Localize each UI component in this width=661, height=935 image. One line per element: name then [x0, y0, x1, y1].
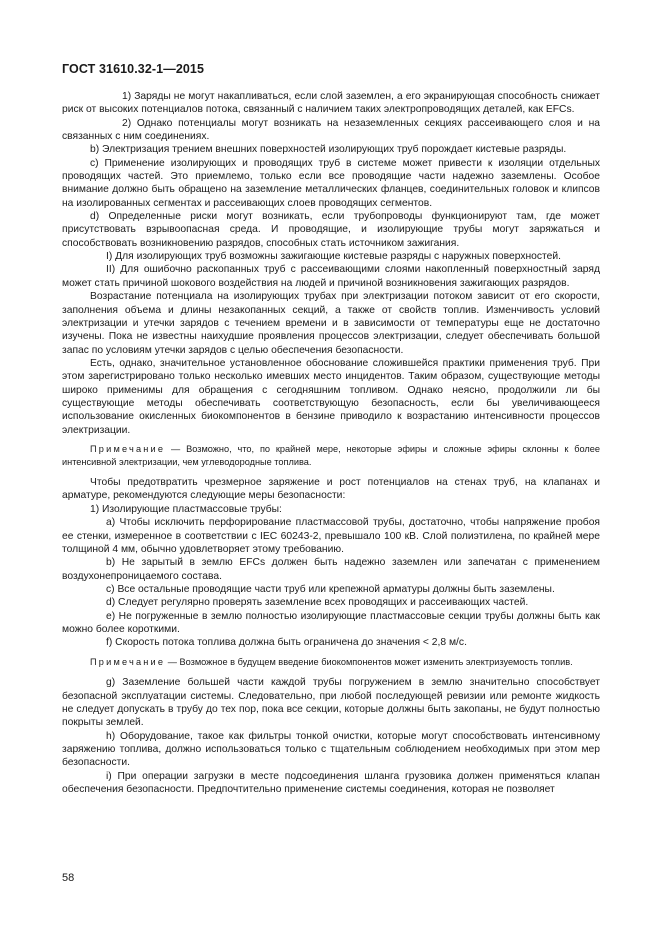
- paragraph: b) Не зарытый в землю EFCs должен быть надежно заземлен или запечатан с применением воздухонепроницаемого состава.: [62, 557, 600, 582]
- paragraph: Возрастание потенциала на изолирующих трубах при электризации потоком зависит от его скорости, заполнения объема и длины незакопанных секций, а также от свойств топлив. Изменчивость условий электризации и утечки зарядов с течением времени и в зависимости от температуры еще не достаточно изучены. Пока не известны наихудшие проявления процессов электризации, следует обеспечивать большой запас по условиям утечки зарядов с целью обеспечения безопасности.: [62, 291, 600, 356]
- note-text: — Возможное в будущем введение биокомпонентов может изменить электризуемость топлив.: [165, 656, 573, 667]
- page-body: [62, 90, 600, 796]
- document-header: ГОСТ 31610.32-1—2015: [62, 62, 205, 76]
- paragraph: e) Не погруженные в землю полностью изолирующие пластмассовые секции трубы должны быть как можно более короткими.: [62, 610, 600, 635]
- paragraph: d) Определенные риски могут возникать, если трубопроводы функционируют там, где может присутствовать взрывоопасная среда. И проводящие, и изолирующие трубы могут заряжаться и способствовать возникновению разрядов, способных стать источником зажигания.: [62, 211, 600, 249]
- page-number: 58: [62, 872, 75, 884]
- note-label: Примечание: [90, 443, 166, 454]
- paragraph: f) Скорость потока топлива должна быть ограничена до значения < 2,8 м/с.: [106, 637, 467, 649]
- note-text: — Возможно, что, по крайней мере, некоторые эфиры и сложные эфиры склонны к более интенсивной электризации, чем углеводородные топлива.: [62, 443, 600, 467]
- note-label: Примечание: [90, 656, 166, 667]
- paragraph: h) Оборудование, такое как фильтры тонкой очистки, которые могут способствовать интенсивному заряжению топлива, должно использоваться только с тщательным соблюдением необходимых при этом мер безопасности.: [62, 730, 600, 769]
- paragraph: 2) Однако потенциалы могут возникать на незаземленных секциях рассеивающего слоя и на связанных с ним соединениях.: [62, 117, 600, 143]
- paragraph: c) Применение изолирующих и проводящих труб в системе может привести к изоляции отдельных проводящих частей. Это приемлемо, только если все проводящие части надежно заземлены. Особое внимание должно быть обращено на заземление металлических фланцев, соединительных головок и клипсов на изолированных сегментах и рассеивающих слоев проводящих сегментов.: [62, 157, 600, 209]
- paragraph: II) Для ошибочно раскопанных труб с рассеивающими слоями накопленный поверхностный заряд может стать причиной шокового воздействия на людей и причиной возникновения зажигающих разрядов.: [62, 264, 600, 289]
- paragraph: Есть, однако, значительное установленное обоснование сложившейся практики применения труб. При этом зарегистрировано только несколько имевших место инцидентов. Таким образом, существующие методы широко применимы для обращения с сегодняшним топливом. Однако неясно, продолжили ли бы существующие методы обеспечивать соответствующую безопасность, если бы увеличивающееся использование окисленных биокомпонентов в бензине приводило к возрастанию интенсивности процессов электризации.: [62, 357, 600, 436]
- paragraph: I) Для изолирующих труб возможны зажигающие кистевые разряды с наружных поверхностей.: [106, 251, 561, 263]
- paragraph: g) Заземление большей части каждой трубы погружением в землю значительно способствует безопасной эксплуатации системы. Следовательно, при любой последующей ревизии или ремонте жидкость не следует допускать в трубу до тех пор, пока все секции, которые должны быть закопаны, не будут полностью покрыты землей.: [62, 677, 600, 729]
- paragraph: b) Электризация трением внешних поверхностей изолирующих труб порождает кистевые разряды.: [90, 144, 567, 156]
- paragraph: c) Все остальные проводящие части труб или крепежной арматуры должны быть заземлены.: [106, 583, 555, 595]
- paragraph: i) При операции загрузки в месте подсоединения шланга грузовика должен применяться клапан обеспечения безопасности. Предпочтительно применение системы соединения, которая не позволяет: [62, 770, 600, 795]
- paragraph: a) Чтобы исключить перфорирование пластмассовой трубы, достаточно, чтобы напряжение пробоя ее стенки, измеренное в соответствии с IEC 60243-2, превышало 100 кВ. Слой полиэтилена, по крайней мере толщиной 4 мм, обычно удовлетворяет этому требованию.: [62, 517, 600, 555]
- note: [62, 656, 600, 669]
- paragraph: 1) Заряды не могут накапливаться, если слой заземлен, а его экранирующая способность снижает риск от высоких потенциалов потока, связанный с наличием таких электропроводящих деталей, как EFCs.: [62, 91, 600, 116]
- paragraph: Чтобы предотвратить чрезмерное заряжение и рост потенциалов на стенах труб, на клапанах и арматуре, рекомендуются следующие меры безопасности:: [62, 477, 600, 502]
- paragraph: d) Следует регулярно проверять заземление всех проводящих и рассеивающих частей.: [106, 597, 529, 609]
- paragraph: 1) Изолирующие пластмассовые трубы:: [90, 503, 282, 515]
- note: [62, 443, 600, 468]
